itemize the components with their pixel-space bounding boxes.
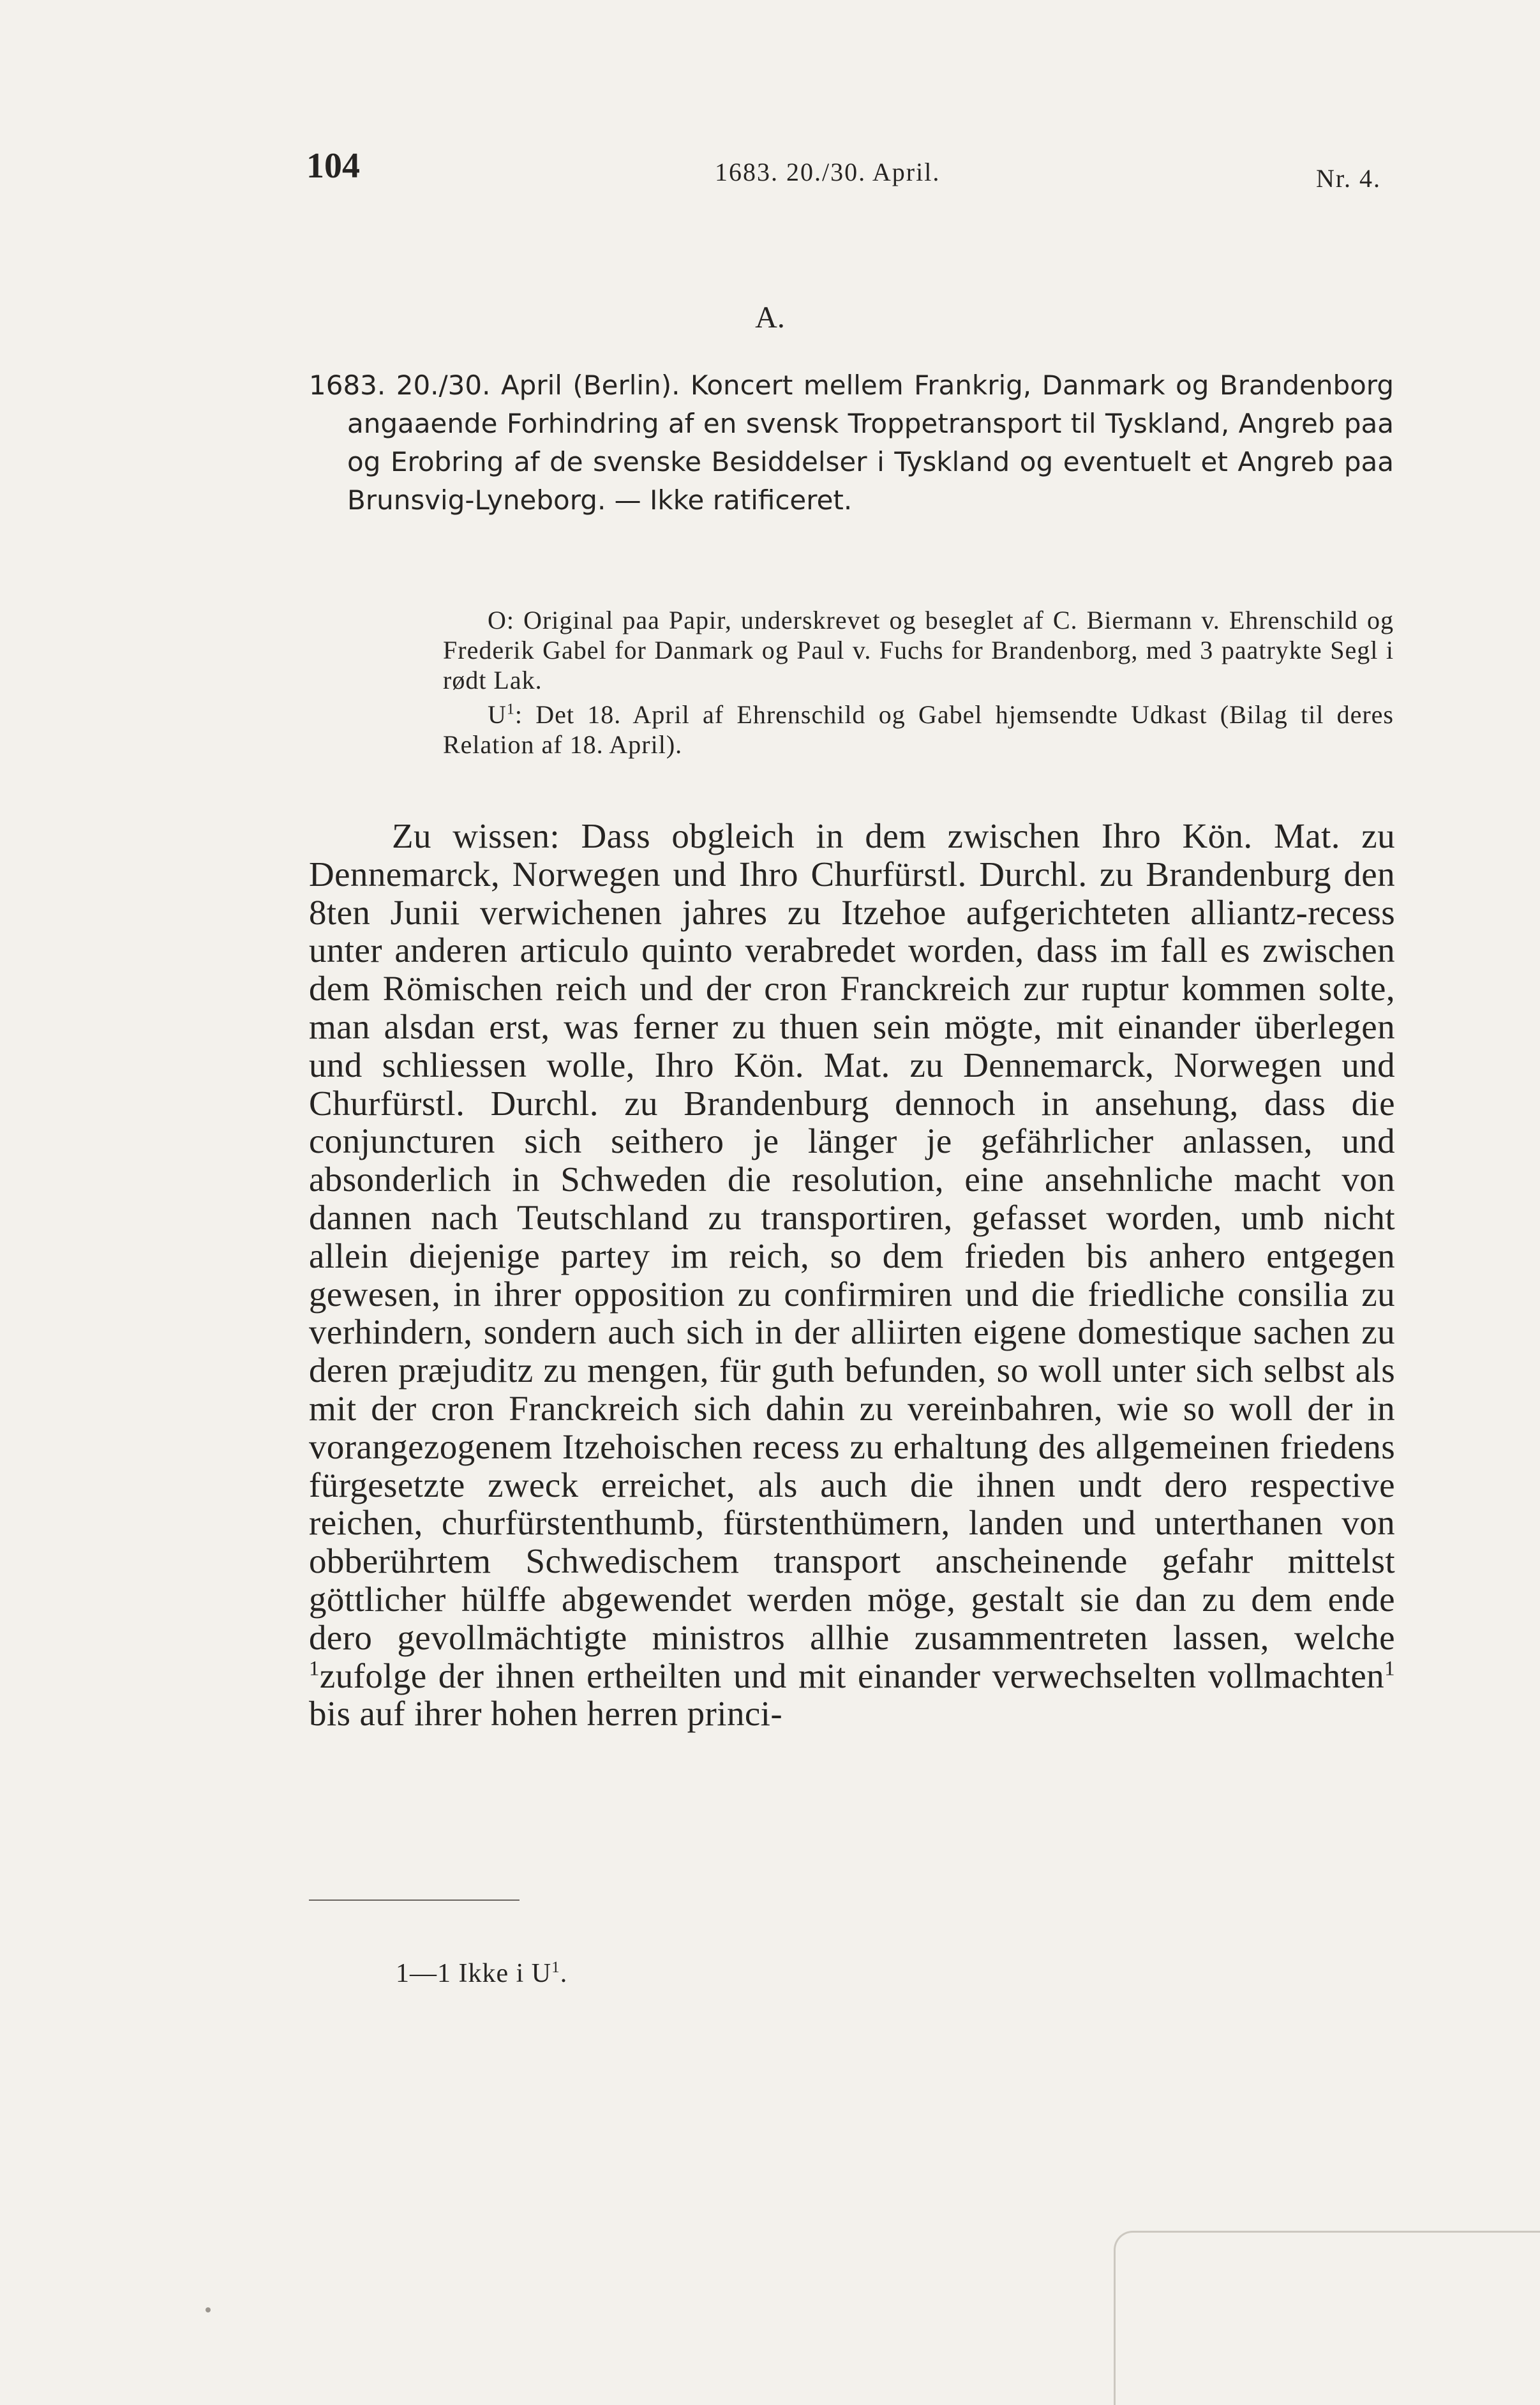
document-number: Nr. 4.: [1316, 164, 1381, 193]
footnote-text: Ikke i U: [451, 1959, 552, 1988]
footnote-ref-open: 1: [309, 1657, 320, 1681]
source-note-draft: [443, 700, 1394, 760]
section-letter: A.: [755, 301, 785, 334]
footnote-marker: 1—1: [396, 1959, 451, 1988]
source-note-draft-sup: 1: [506, 701, 515, 718]
footnote-ref-close: 1: [1384, 1657, 1395, 1681]
footnote: [396, 1958, 567, 1989]
page-edge-mark: [1114, 2231, 1540, 2405]
main-text-part1: Zu wissen: Dass obgleich in dem zwischen Ihro Kön. Mat. zu Dennemarck, Norwegen und Ihro Churfürstl. Durchl. zu Brandenburg den 8ten Junii verwichenen jahres zu Itzehoe aufgerichteten alliantz-recess unter anderen articulo quinto verabredet worden, dass im fall es zwischen dem Römischen reich und der cron Franckreich zur ruptur kommen solte, man alsdan erst, was ferner zu thuen sein mögte, mit einander überlegen und schliessen wolle, Ihro Kön. Mat. zu Dennemarck, Norwegen und Churfürstl. Durchl. zu Brandenburg dennoch in ansehung, dass die conjuncturen sich seithero je länger je gefährlicher anlassen, und absonderlich in Schweden die resolution, eine ansehnliche macht von dannen nach Teutschland zu transportiren, gefasset worden, umb nicht allein diejenige partey im reich, so dem frieden bis anhero entgegen gewesen, in ihrer opposition zu confirmiren und die friedliche consilia zu verhindern, sondern auch sich in der alliirten eigene domestique sachen zu deren præjuditz zu mengen, für guth befunden, so woll unter sich selbst als mit der cron Franckreich sich dahin zu vereinbahren, wie so woll der in vorangezogenem Itzehoischen recess zu erhaltung des allgemeinen friedens fürgesetzte zweck erreichet, als auch die ihnen undt dero respective reichen, churfürstenthumb, fürstenthümern, landen und unterthanen von obberührtem Schwedischem transport anscheinende gefahr mittelst göttlicher hülffe abgewendet werden möge, gestalt sie dan zu dem ende dero gevollmächtigte ministros allhie zusammentreten lassen, welche: [309, 816, 1395, 1657]
footnote-end: .: [560, 1959, 568, 1988]
page-speck: [206, 2307, 211, 2312]
source-note-draft-text: : Det 18. April af Ehrenschild og Gabel hjemsendte Udkast (Bilag til deres Relation af 18. April).: [443, 700, 1394, 759]
footnote-sup: 1: [551, 1959, 560, 1976]
running-date: 1683. 20./30. April.: [715, 158, 941, 186]
page-number: 104: [306, 146, 360, 186]
running-header: [0, 146, 1540, 197]
source-note-original: O: Original paa Papir, underskrevet og beseglet af C. Biermann v. Ehrenschild og Frederik Gabel for Danmark og Paul v. Fuchs for Brandenborg, med 3 paatrykte Segl i rødt Lak.: [443, 606, 1394, 694]
document-summary: 1683. 20./30. April (Berlin). Koncert mellem Frankrig, Danmark og Brandenborg angaaende Forhindring af en svensk Troppetransport til Tyskland, Angreb paa og Erobring af de svenske Besiddelser i Tyskland og eventuelt et Angreb paa Brunsvig-Lyneborg. — Ikke ratificeret.: [309, 370, 1394, 516]
footnote-divider: [309, 1899, 520, 1901]
main-text-part2: zufolge der ihnen ertheilten und mit einander verwechselten vollmachten: [319, 1656, 1385, 1695]
main-text-part3: bis auf ihrer hohen herren princi-: [309, 1694, 783, 1734]
main-text: [309, 817, 1395, 1733]
source-note-draft-label: U: [488, 700, 507, 729]
